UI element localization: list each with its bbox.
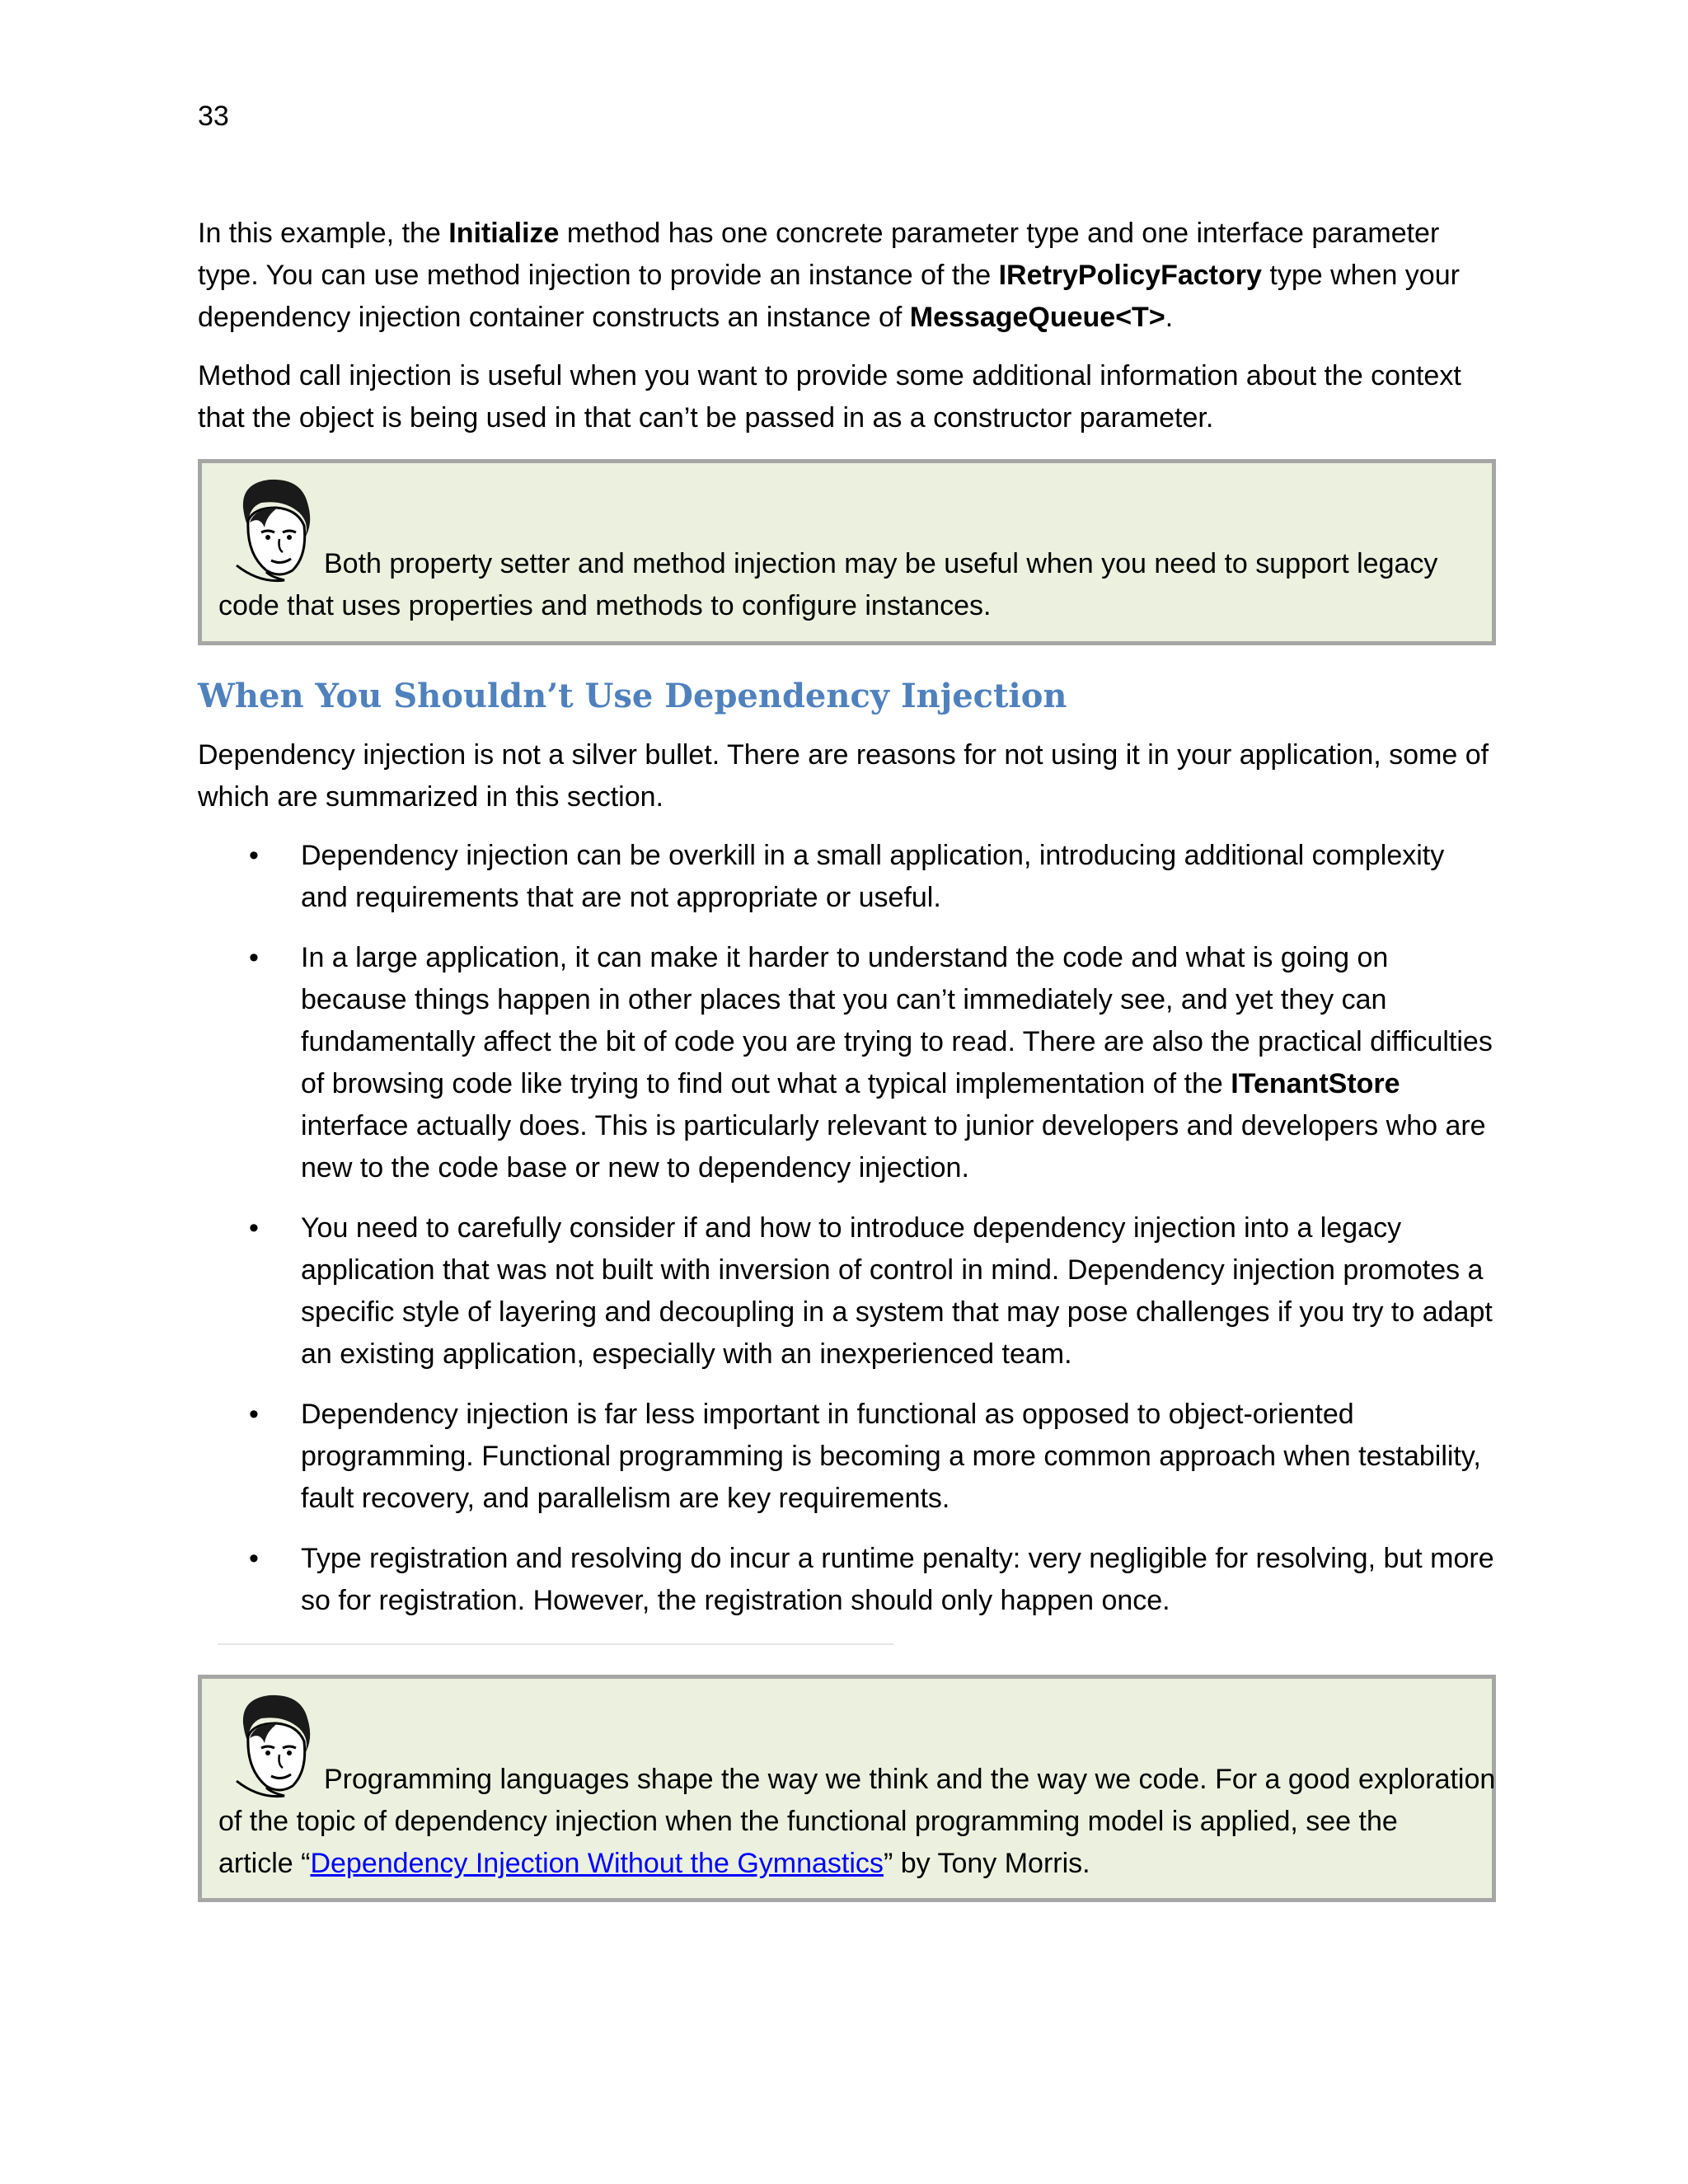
list-item-text: In a large application, it can make it harder to understand the code and what is going on because things happen in other places that you can’t immediately see, and yet they can fundamentally affect the bit of code you are trying to read. There are also the practical difficulties of browsing code like trying to find out what a typical implementation of the (301, 942, 1493, 1099)
section-heading: When You Shouldn’t Use Dependency Injection (198, 677, 1067, 715)
note-text (218, 1801, 1475, 1885)
note-header (218, 1690, 1496, 1801)
text-run: type when your dependency injection container constructs an instance of (198, 260, 1460, 333)
divider (218, 1643, 893, 1645)
note-text: code that uses properties and methods to configure instances. (218, 590, 992, 621)
article-link[interactable]: Dependency Injection Without the Gymnastics (310, 1848, 884, 1879)
developer-avatar-icon (218, 475, 324, 585)
paragraph-initialize (198, 213, 1496, 339)
page-number: 33 (198, 101, 229, 132)
note-box (198, 459, 1496, 645)
text-run: In this example, the (198, 218, 449, 249)
section-intro: Dependency injection is not a silver bullet. There are reasons for not using it in your application, some of which are summarized in this section. (198, 739, 1489, 813)
text-run: . (1165, 302, 1174, 333)
list-item (198, 835, 1496, 919)
code-term: Initialize (448, 218, 560, 249)
note-text-first-line: Both property setter and method injection may be useful when you need to support legacy (324, 548, 1438, 579)
list-item (198, 1538, 1496, 1622)
list-item-text: Type registration and resolving do incur a runtime penalty: very negligible for resolving, but more so for registration. However, the registration should only happen once. (301, 1543, 1494, 1616)
list-item-text: Dependency injection is far less important in functional as opposed to object-oriented programming. Functional programming is becoming a more common approach when testability, fault recovery, and parallelism are key requirements. (301, 1399, 1481, 1514)
text-run: of the topic of dependency injection when the functional programming model is applied, see the article “ (218, 1806, 1398, 1879)
reasons-list (198, 835, 1496, 1622)
list-item (198, 1207, 1496, 1376)
page-content (198, 213, 1496, 1902)
code-term: IRetryPolicyFactory (998, 260, 1262, 291)
note-text-first-line: Programming languages shape the way we think and the way we code. For a good exploration (324, 1764, 1496, 1795)
code-term: ITenantStore (1231, 1068, 1400, 1099)
code-term: MessageQueue<T> (909, 302, 1165, 333)
list-item-text: Dependency injection can be overkill in a small application, introducing additional complexity and requirements that are not appropriate or useful. (301, 840, 1445, 913)
note-header (218, 475, 1475, 585)
list-item-text: You need to carefully consider if and how to introduce dependency injection into a legacy application that was not built with inversion of control in mind. Dependency injection promotes a specific style of layering and decoupling in a system that may pose challenges if you try to adapt an existing application, especially with an inexperienced team. (301, 1212, 1493, 1370)
list-item (198, 1394, 1496, 1520)
note-box (198, 1675, 1496, 1902)
list-item (198, 937, 1496, 1189)
list-item-text: interface actually does. This is particularly relevant to junior developers and developers who are new to the code base or new to dependency injection. (301, 1110, 1486, 1183)
paragraph-method-call: Method call injection is useful when you want to provide some additional information about the context that the object is being used in that can’t be passed in as a constructor parameter. (198, 360, 1461, 434)
text-run: method has one concrete parameter type and one interface parameter type. You can use method injection to provide an instance of the (198, 218, 1440, 291)
text-run: ” by Tony Morris. (883, 1848, 1090, 1879)
developer-avatar-icon (218, 1690, 324, 1801)
